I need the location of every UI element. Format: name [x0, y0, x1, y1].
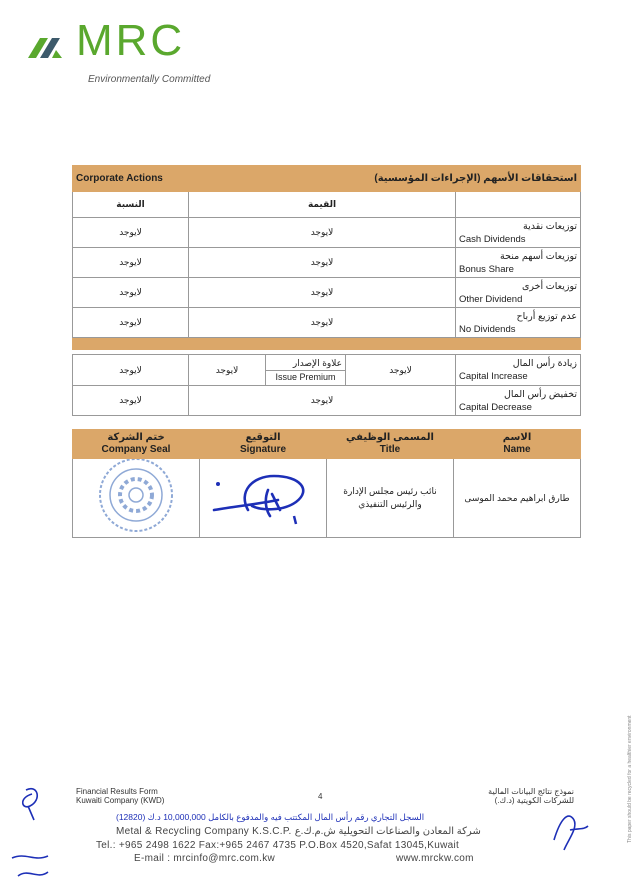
ratio-cell: لايوجد: [73, 278, 189, 308]
logo-wordmark: MRC: [76, 16, 186, 65]
corporate-actions-header: [73, 166, 581, 192]
footer-form-ar: نموذج نتائج البيانات المالية للشركات الكويتية (د.ك.): [488, 787, 574, 805]
capital-increase-row: [73, 355, 581, 386]
footer-website: www.mrckw.com: [396, 853, 474, 864]
column-header-row: [73, 192, 581, 218]
footer-initial-right-icon: [544, 800, 594, 860]
footer-email: E-mail : mrcinfo@mrc.com.kw: [134, 853, 276, 864]
handwritten-signature-icon: [208, 466, 318, 528]
footer-form-en: Financial Results Form Kuwaiti Company (KWD): [76, 787, 165, 805]
row-label: زيادة رأس المال Capital Increase: [456, 355, 581, 386]
signature-header-row: [73, 430, 581, 459]
name-cell: طارق ابراهيم محمد الموسى: [454, 459, 581, 538]
capital-table: [72, 354, 581, 416]
value-cell: لايوجد: [346, 355, 456, 386]
corporate-actions-title-ar: استحقاقات الأسهم (الإجراءات المؤسسية): [189, 166, 581, 192]
recycle-note: This paper should be recycled for a healthier environment: [627, 715, 633, 843]
column-header-ratio: النسبة: [73, 192, 189, 218]
row-label: تخفيض رأس المال Capital Decrease: [456, 386, 581, 416]
table-row: [73, 278, 581, 308]
ratio-cell: لايوجد: [73, 248, 189, 278]
ratio-cell: لايوجد: [73, 218, 189, 248]
page-number: 4: [318, 792, 323, 801]
header-signature: التوقيع Signature: [200, 430, 327, 459]
corporate-actions-table: [72, 165, 581, 350]
company-seal-cell: [73, 459, 200, 538]
column-header-value: القيمة: [189, 192, 456, 218]
header-name: الاسم Name: [454, 430, 581, 459]
mrc-logo-mark-icon: [26, 30, 76, 70]
corporate-actions-title-en: Corporate Actions: [73, 166, 189, 192]
value-cell: لايوجد: [189, 308, 456, 338]
row-label: توزيعات نقدية Cash Dividends: [456, 218, 581, 248]
row-label: عدم توزيع أرباح No Dividends: [456, 308, 581, 338]
ratio-cell: لايوجد: [73, 308, 189, 338]
section-divider: [73, 338, 581, 350]
issue-premium-cell: علاوة الإصدار Issue Premium: [266, 355, 346, 386]
table-row: [73, 218, 581, 248]
ratio-cell: لايوجد: [73, 386, 189, 416]
company-seal-stamp-icon: [96, 459, 176, 536]
signature-table: [72, 429, 581, 538]
logo-tagline: Environmentally Committed: [88, 74, 211, 85]
footer-initial-left-icon: [8, 780, 58, 890]
header-company-seal: ختم الشركة Company Seal: [73, 430, 200, 459]
signature-cell: [200, 459, 327, 538]
value-cell: لايوجد: [189, 278, 456, 308]
value-cell: لايوجد: [189, 218, 456, 248]
header-title: المسمى الوظيفي Title: [327, 430, 454, 459]
value-cell: لايوجد: [189, 248, 456, 278]
row-label: توزيعات أسهم منحة Bonus Share: [456, 248, 581, 278]
capital-decrease-row: [73, 386, 581, 416]
ratio-cell: لايوجد: [73, 355, 189, 386]
value-cell: لايوجد: [189, 386, 456, 416]
table-row: [73, 248, 581, 278]
footer-company-line: Metal & Recycling Company K.S.C.P. شركة المعادن والصناعات التحويلية ش.م.ك.ع: [116, 826, 481, 837]
footer-capital-line: (12820) السجل التجاري رقم رأس المال المكتتب فيه والمدفوع بالكامل 10,000,000 د.ك: [116, 812, 425, 822]
company-logo: [26, 16, 226, 92]
title-cell: نائب رئيس مجلس الإدارة والرئيس التنفيذي: [327, 459, 454, 538]
signatory-row: [73, 459, 581, 538]
row-label: توزيعات أخرى Other Dividend: [456, 278, 581, 308]
table-row: [73, 308, 581, 338]
premium-value-cell: لايوجد: [189, 355, 266, 386]
footer-contact-line: Tel.: +965 2498 1622 Fax:+965 2467 4735 P.O.Box 4520,Safat 13045,Kuwait: [96, 840, 460, 851]
